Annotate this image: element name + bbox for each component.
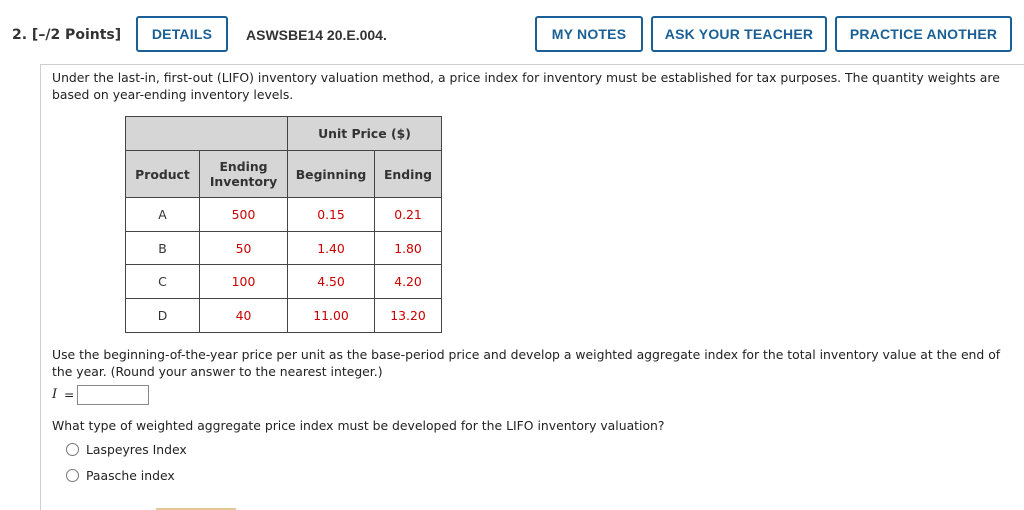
inventory-cell: 500	[200, 198, 288, 232]
ending-price-cell: 1.80	[375, 232, 442, 265]
ending-price-cell: 4.20	[375, 265, 442, 299]
column-header-product: Product	[126, 151, 200, 198]
inventory-cell: 40	[200, 299, 288, 333]
index-question-text: Use the beginning-of-the-year price per unit as the base-period price and develop a weighted aggregate index for the total inventory value at the end of the year. (Round your answer to the nearest integer.)	[52, 347, 1001, 379]
empty-header-cell	[126, 117, 288, 151]
ending-price-cell: 0.21	[375, 198, 442, 232]
question-header	[0, 14, 1024, 56]
column-header-beginning: Beginning	[288, 151, 375, 198]
inventory-cell: 50	[200, 232, 288, 265]
product-cell: C	[126, 265, 200, 299]
practice-another-button[interactable]: PRACTICE ANOTHER	[835, 16, 1012, 52]
index-variable-label: I	[52, 387, 58, 402]
radio-button[interactable]	[66, 443, 79, 456]
table-row	[126, 299, 442, 333]
index-answer-input[interactable]	[77, 385, 149, 405]
beginning-price-cell: 4.50	[288, 265, 375, 299]
index-type-question-text: What type of weighted aggregate price index must be developed for the LIFO inventory valuation?	[52, 418, 665, 433]
product-cell: B	[126, 232, 200, 265]
option-laspeyres[interactable]	[66, 442, 187, 457]
beginning-price-cell: 1.40	[288, 232, 375, 265]
ending-price-cell: 13.20	[375, 299, 442, 333]
column-header-ending-inventory-label: Ending Inventory	[209, 159, 278, 189]
question-points: 2. [–/2 Points]	[12, 27, 122, 43]
inventory-table	[125, 116, 442, 333]
table-row	[126, 265, 442, 299]
product-cell: A	[126, 198, 200, 232]
beginning-price-cell: 0.15	[288, 198, 375, 232]
header-divider	[40, 64, 1024, 65]
my-notes-button[interactable]: MY NOTES	[535, 16, 643, 52]
option-paasche[interactable]	[66, 468, 175, 483]
equals-sign: =	[64, 387, 75, 402]
product-cell: D	[126, 299, 200, 333]
beginning-price-cell: 11.00	[288, 299, 375, 333]
question-code: ASWSBE14 20.E.004.	[246, 27, 387, 43]
table-row	[126, 198, 442, 232]
ask-teacher-button[interactable]: ASK YOUR TEACHER	[651, 16, 827, 52]
option-label: Paasche index	[86, 468, 175, 483]
intro-text: Under the last-in, first-out (LIFO) inventory valuation method, a price index for inventory must be established for tax purposes. The quantity weights are based on year-ending inventory levels.	[52, 70, 1000, 102]
option-label: Laspeyres Index	[86, 442, 187, 457]
column-header-ending: Ending	[375, 151, 442, 198]
inventory-cell: 100	[200, 265, 288, 299]
radio-button[interactable]	[66, 469, 79, 482]
left-border	[40, 64, 41, 510]
details-button[interactable]: DETAILS	[136, 16, 228, 52]
unit-price-header: Unit Price ($)	[288, 117, 442, 151]
column-header-ending-inventory	[200, 151, 288, 198]
table-row	[126, 232, 442, 265]
